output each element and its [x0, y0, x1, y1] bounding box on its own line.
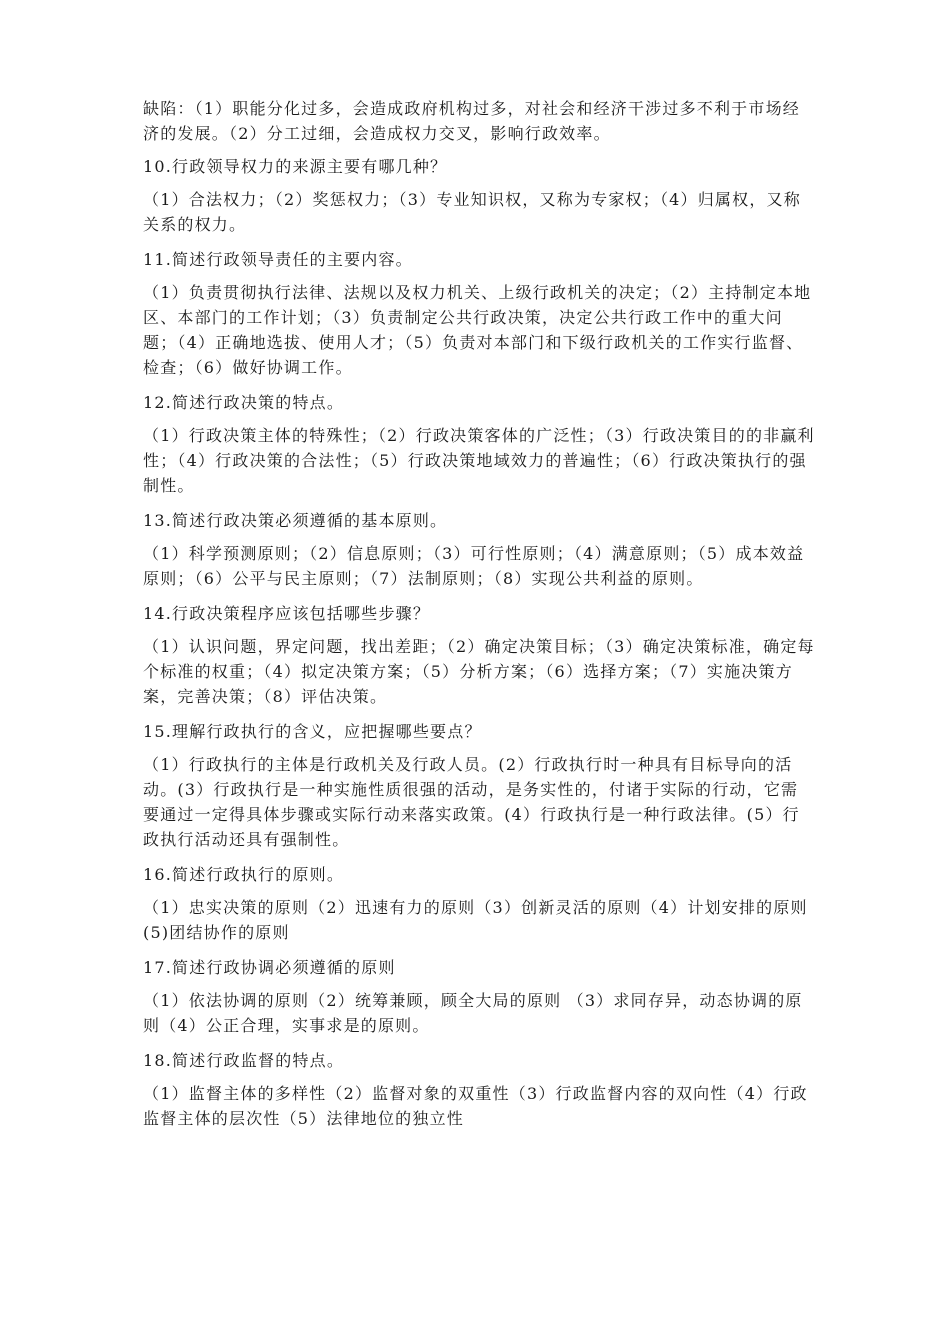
question-18: 18.简述行政监督的特点。 [143, 1051, 345, 1070]
question-16: 16.简述行政执行的原则。 [143, 865, 345, 884]
question-10: 10.行政领导权力的来源主要有哪几种？ [143, 157, 448, 176]
answer-16: （1）忠实决策的原则（2）迅速有力的原则（3）创新灵活的原则（4）计划安排的原则 (5)团结协作的原则 [143, 898, 808, 942]
intro-paragraph: 缺陷：（1）职能分化过多，会造成政府机构过多，对社会和经济干涉过多不利于市场经济的发展。（2）分工过细，会造成权力交叉，影响行政效率。 [143, 99, 800, 143]
answer-13: （1）科学预测原则；（2）信息原则；（3）可行性原则；（4）满意原则；（5）成本效益原则；（6）公平与民主原则；（7）法制原则；（8）实现公共利益的原则。 [143, 544, 805, 588]
question-13: 13.简述行政决策必须遵循的基本原则。 [143, 511, 448, 530]
qa-item [143, 154, 815, 237]
qa-item [143, 719, 815, 852]
document-body [143, 96, 815, 1141]
answer-15: （1）行政执行的主体是行政机关及行政人员。(2）行政执行时一种具有目标导向的活动。(3）行政执行是一种实施性质很强的活动，是务实性的，付诸于实际的行动，它需要通过一定得具体步骤或实际行动来落实政策。(4）行政执行是一种行政法律。(5）行政执行活动还具有强制性。 [143, 755, 800, 849]
qa-item [143, 601, 815, 709]
answer-14: （1）认识问题，界定问题，找出差距；（2）确定决策目标；（3）确定决策标准，确定每个标准的权重；（4）拟定决策方案；（5）分析方案；（6）选择方案；（7）实施决策方案，完善决策；（8）评估决策。 [143, 637, 815, 706]
answer-18: （1）监督主体的多样性（2）监督对象的双重性（3）行政监督内容的双向性（4）行政监督主体的层次性（5）法律地位的独立性 [143, 1084, 808, 1128]
answer-11: （1）负责贯彻执行法律、法规以及权力机关、上级行政机关的决定；（2）主持制定本地区、本部门的工作计划；（3）负责制定公共行政决策，决定公共行政工作中的重大问题；（4）正确地选拔、使用人才；（5）负责对本部门和下级行政机关的工作实行监督、检查；（6）做好协调工作。 [143, 283, 812, 377]
question-14: 14.行政决策程序应该包括哪些步骤？ [143, 604, 431, 623]
answer-17: （1）依法协调的原则（2）统筹兼顾，顾全大局的原则 （3）求同存异，动态协调的原则（4）公正合理，实事求是的原则。 [143, 991, 803, 1035]
question-17: 17.简述行政协调必须遵循的原则 [143, 958, 396, 977]
question-12: 12.简述行政决策的特点。 [143, 393, 345, 412]
qa-item [143, 862, 815, 945]
qa-item [143, 247, 815, 380]
question-15: 15.理解行政执行的含义，应把握哪些要点？ [143, 722, 482, 741]
answer-10: （1）合法权力；（2）奖惩权力；（3）专业知识权，又称为专家权；（4）归属权，又称关系的权力。 [143, 190, 801, 234]
qa-item [143, 1048, 815, 1131]
qa-item [143, 508, 815, 591]
qa-item [143, 390, 815, 498]
qa-item [143, 955, 815, 1038]
question-11: 11.简述行政领导责任的主要内容。 [143, 250, 413, 269]
answer-12: （1）行政决策主体的特殊性；（2）行政决策客体的广泛性；（3）行政决策目的的非赢利性；（4）行政决策的合法性；（5）行政决策地域效力的普遍性；（6）行政决策执行的强制性。 [143, 426, 815, 495]
